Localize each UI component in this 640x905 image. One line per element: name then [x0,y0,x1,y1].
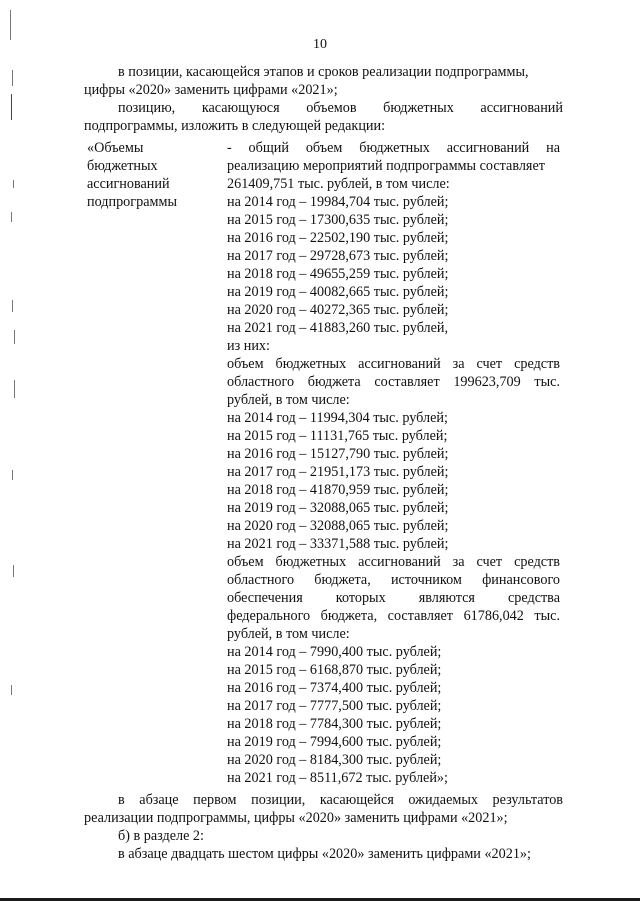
regional-year-line: на 2016 год – 15127,790 тыс. рублей; [227,446,449,462]
total-intro-line-1: - общий объем бюджетных ассигнований на [227,140,560,156]
regional-intro-line-2: областного бюджета составляет 199623,709 тыс. [227,374,560,390]
left-label-line: бюджетных [87,158,158,174]
left-label-line: подпрограммы [87,194,177,210]
intro-line-4: подпрограммы, изложить в следующей редакции: [84,118,386,134]
left-label-line: «Объемы [87,140,144,156]
outro-line-2: реализации подпрограммы, цифры «2020» заменить цифрами «2021»; [84,810,508,826]
regional-year-line: на 2020 год – 32088,065 тыс. рублей; [227,518,449,534]
left-label-line: ассигнований [87,176,170,192]
federal-intro-line-1: объем бюджетных ассигнований за счет средств [227,554,560,570]
federal-intro-line-3: обеспечения которых являются средства [227,590,560,606]
regional-year-line: на 2019 год – 32088,065 тыс. рублей; [227,500,449,516]
intro-line-1: в позиции, касающейся этапов и сроков реализации подпрограммы, [118,64,529,80]
federal-intro-line-5: рублей, в том числе: [227,626,350,642]
total-intro-line-2: реализацию мероприятий подпрограммы составляет [227,158,545,174]
total-year-line: на 2019 год – 40082,665 тыс. рублей; [227,284,449,300]
page-number: 10 [313,37,327,52]
federal-year-line: на 2016 год – 7374,400 тыс. рублей; [227,680,442,696]
outro-line-3: б) в разделе 2: [118,828,204,844]
regional-intro-line-3: рублей, в том числе: [227,392,350,408]
regional-year-line: на 2014 год – 11994,304 тыс. рублей; [227,410,448,426]
regional-year-line: на 2021 год – 33371,588 тыс. рублей; [227,536,449,552]
scan-margin-marks [8,0,18,905]
table-left-label [87,139,217,211]
outro-line-1: в абзаце первом позиции, касающейся ожидаемых результатов [118,792,563,808]
total-year-line: на 2020 год – 40272,365 тыс. рублей; [227,302,449,318]
total-year-line: на 2015 год – 17300,635 тыс. рублей; [227,212,449,228]
regional-year-line: на 2015 год – 11131,765 тыс. рублей; [227,428,448,444]
total-year-line: на 2021 год – 41883,260 тыс. рублей, [227,320,449,336]
federal-year-line: на 2015 год – 6168,870 тыс. рублей; [227,662,442,678]
total-intro-line-3: 261409,751 тыс. рублей, в том числе: [227,176,450,192]
outro-line-4: в абзаце двадцать шестом цифры «2020» заменить цифрами «2021»; [118,846,531,862]
total-year-line: на 2017 год – 29728,673 тыс. рублей; [227,248,449,264]
total-year-line: на 2014 год – 19984,704 тыс. рублей; [227,194,449,210]
regional-year-line: на 2017 год – 21951,173 тыс. рублей; [227,464,449,480]
bottom-rule [0,898,640,901]
regional-intro-line-1: объем бюджетных ассигнований за счет средств [227,356,560,372]
federal-year-line: на 2020 год – 8184,300 тыс. рублей; [227,752,442,768]
federal-year-line: на 2018 год – 7784,300 тыс. рублей; [227,716,442,732]
federal-intro-line-4: федерального бюджета, составляет 61786,042 тыс. [227,608,560,624]
intro-line-3: позицию, касающуюся объемов бюджетных ассигнований [118,100,563,116]
intro-line-2: цифры «2020» заменить цифрами «2021»; [84,82,338,98]
federal-year-line: на 2014 год – 7990,400 тыс. рублей; [227,644,442,660]
total-year-line: на 2016 год – 22502,190 тыс. рублей; [227,230,449,246]
federal-year-line: на 2017 год – 7777,500 тыс. рублей; [227,698,442,714]
federal-year-line: на 2019 год – 7994,600 тыс. рублей; [227,734,442,750]
total-year-line: на 2018 год – 49655,259 тыс. рублей; [227,266,449,282]
regional-year-line: на 2018 год – 41870,959 тыс. рублей; [227,482,449,498]
federal-intro-line-2: областного бюджета, источником финансового [227,572,560,588]
federal-year-line: на 2021 год – 8511,672 тыс. рублей»; [227,770,448,786]
of-them-label: из них: [227,338,270,354]
